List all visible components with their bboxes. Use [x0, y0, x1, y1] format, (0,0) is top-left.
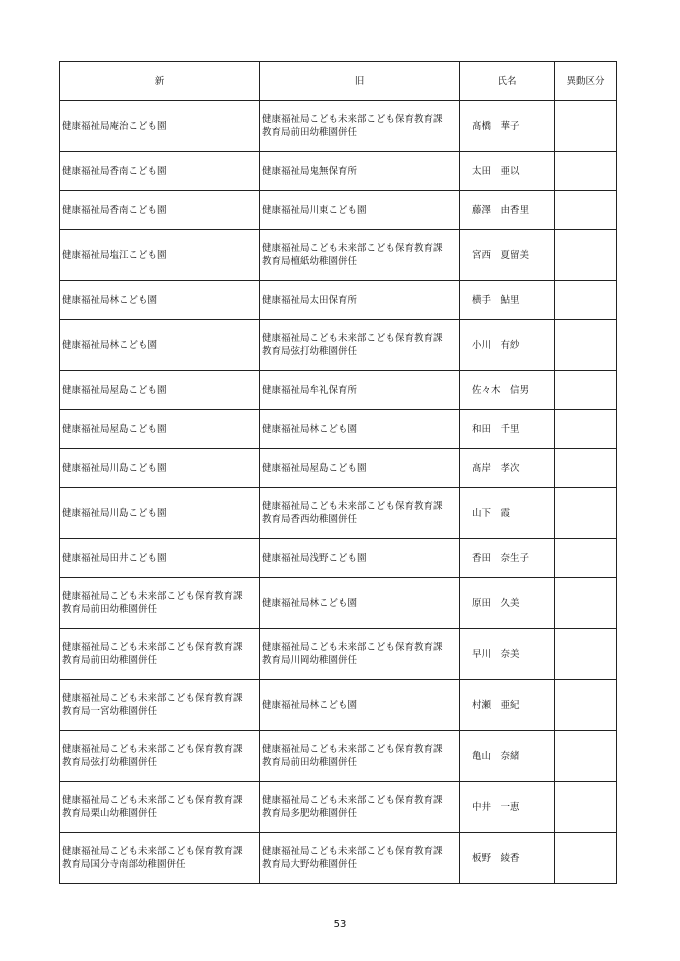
table-row	[60, 101, 617, 152]
transfer-type-cell	[555, 731, 617, 782]
new-cell: 健康福祉局川島こども園	[60, 488, 260, 539]
old-cell: 健康福祉局牟礼保育所	[260, 371, 460, 410]
header-old: 旧	[260, 62, 460, 101]
header-transfer-type: 異動区分	[555, 62, 617, 101]
old-cell: 健康福祉局林こども園	[260, 680, 460, 731]
new-cell: 健康福祉局香南こども園	[60, 191, 260, 230]
new-cell: 健康福祉局田井こども園	[60, 539, 260, 578]
old-cell: 健康福祉局林こども園	[260, 410, 460, 449]
new-cell: 健康福祉局塩江こども園	[60, 230, 260, 281]
name-cell: 横手 鮎里	[460, 281, 555, 320]
name-cell: 早川 奈美	[460, 629, 555, 680]
table-row	[60, 371, 617, 410]
old-cell: 健康福祉局こども未来部こども保育教育課 教育局弦打幼稚園併任	[260, 320, 460, 371]
new-cell: 健康福祉局こども未来部こども保育教育課 教育局一宮幼稚園併任	[60, 680, 260, 731]
table-row	[60, 680, 617, 731]
old-cell: 健康福祉局太田保育所	[260, 281, 460, 320]
old-cell: 健康福祉局こども未来部こども保育教育課 教育局大野幼稚園併任	[260, 833, 460, 884]
page-number: 53	[333, 919, 347, 930]
new-cell: 健康福祉局こども未来部こども保育教育課 教育局前田幼稚園併任	[60, 629, 260, 680]
table-row	[60, 539, 617, 578]
old-cell: 健康福祉局こども未来部こども保育教育課 教育局檀紙幼稚園併任	[260, 230, 460, 281]
name-cell: 村瀬 亜紀	[460, 680, 555, 731]
transfer-type-cell	[555, 191, 617, 230]
new-cell: 健康福祉局林こども園	[60, 281, 260, 320]
transfer-type-cell	[555, 833, 617, 884]
header-row	[60, 62, 617, 101]
new-cell: 健康福祉局こども未来部こども保育教育課 教育局国分寺南部幼稚園併任	[60, 833, 260, 884]
name-cell: 藤澤 由香里	[460, 191, 555, 230]
old-cell: 健康福祉局こども未来部こども保育教育課 教育局川岡幼稚園併任	[260, 629, 460, 680]
transfer-type-cell	[555, 371, 617, 410]
table-row	[60, 410, 617, 449]
name-cell: 亀山 奈緒	[460, 731, 555, 782]
old-cell: 健康福祉局川東こども園	[260, 191, 460, 230]
transfer-type-cell	[555, 152, 617, 191]
transfer-type-cell	[555, 539, 617, 578]
name-cell: 佐々木 信男	[460, 371, 555, 410]
table-row	[60, 281, 617, 320]
personnel-table	[59, 61, 617, 884]
table-row	[60, 488, 617, 539]
old-cell: 健康福祉局こども未来部こども保育教育課 教育局前田幼稚園併任	[260, 101, 460, 152]
table-row	[60, 230, 617, 281]
transfer-type-cell	[555, 281, 617, 320]
old-cell: 健康福祉局鬼無保育所	[260, 152, 460, 191]
transfer-type-cell	[555, 101, 617, 152]
transfer-type-cell	[555, 782, 617, 833]
new-cell: 健康福祉局林こども園	[60, 320, 260, 371]
new-cell: 健康福祉局屋島こども園	[60, 410, 260, 449]
header-new: 新	[60, 62, 260, 101]
transfer-type-cell	[555, 578, 617, 629]
table-row	[60, 782, 617, 833]
name-cell: 香田 奈生子	[460, 539, 555, 578]
new-cell: 健康福祉局川島こども園	[60, 449, 260, 488]
old-cell: 健康福祉局こども未来部こども保育教育課 教育局前田幼稚園併任	[260, 731, 460, 782]
transfer-type-cell	[555, 230, 617, 281]
new-cell: 健康福祉局こども未来部こども保育教育課 教育局前田幼稚園併任	[60, 578, 260, 629]
table-row	[60, 191, 617, 230]
table-row	[60, 320, 617, 371]
new-cell: 健康福祉局こども未来部こども保育教育課 教育局弦打幼稚園併任	[60, 731, 260, 782]
name-cell: 宮西 夏留美	[460, 230, 555, 281]
transfer-type-cell	[555, 680, 617, 731]
name-cell: 太田 亜以	[460, 152, 555, 191]
transfer-type-cell	[555, 449, 617, 488]
new-cell: 健康福祉局庵治こども園	[60, 101, 260, 152]
table-row	[60, 578, 617, 629]
new-cell: 健康福祉局こども未来部こども保育教育課 教育局栗山幼稚園併任	[60, 782, 260, 833]
new-cell: 健康福祉局香南こども園	[60, 152, 260, 191]
old-cell: 健康福祉局こども未来部こども保育教育課 教育局香西幼稚園併任	[260, 488, 460, 539]
name-cell: 髙岸 孝次	[460, 449, 555, 488]
name-cell: 髙橋 華子	[460, 101, 555, 152]
table-row	[60, 833, 617, 884]
name-cell: 和田 千里	[460, 410, 555, 449]
name-cell: 板野 綾香	[460, 833, 555, 884]
transfer-type-cell	[555, 629, 617, 680]
transfer-type-cell	[555, 320, 617, 371]
name-cell: 中井 一恵	[460, 782, 555, 833]
new-cell: 健康福祉局屋島こども園	[60, 371, 260, 410]
name-cell: 原田 久美	[460, 578, 555, 629]
name-cell: 山下 霞	[460, 488, 555, 539]
old-cell: 健康福祉局浅野こども園	[260, 539, 460, 578]
transfer-type-cell	[555, 410, 617, 449]
transfer-type-cell	[555, 488, 617, 539]
table-row	[60, 449, 617, 488]
old-cell: 健康福祉局林こども園	[260, 578, 460, 629]
old-cell: 健康福祉局こども未来部こども保育教育課 教育局多肥幼稚園併任	[260, 782, 460, 833]
table-row	[60, 731, 617, 782]
header-name: 氏名	[460, 62, 555, 101]
table-body	[60, 101, 617, 884]
old-cell: 健康福祉局屋島こども園	[260, 449, 460, 488]
table-row	[60, 152, 617, 191]
name-cell: 小川 有紗	[460, 320, 555, 371]
table-row	[60, 629, 617, 680]
